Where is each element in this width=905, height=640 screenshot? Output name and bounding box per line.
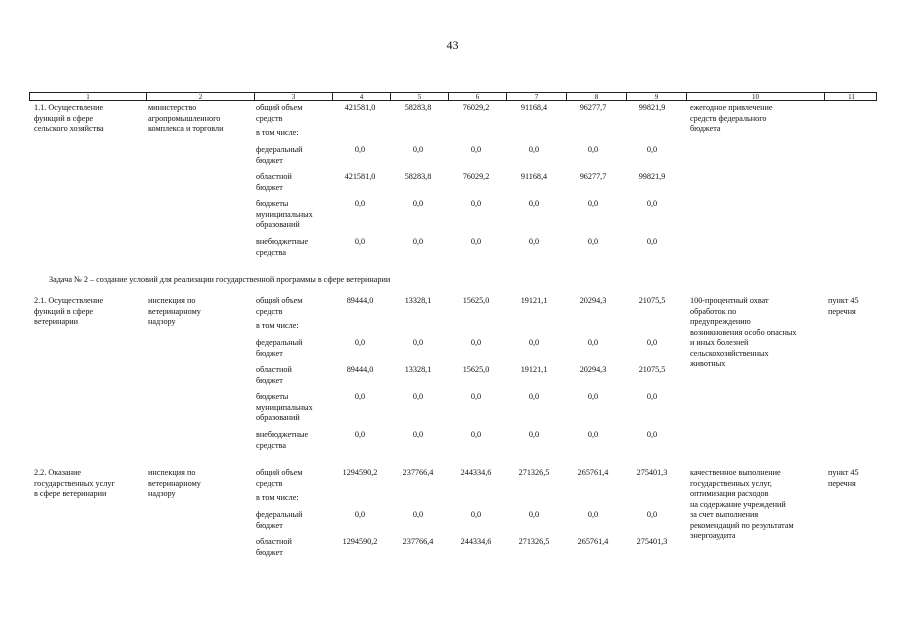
funding-source-line: общий объем [256, 103, 303, 112]
funding-source-line: общий объем [256, 296, 303, 305]
funding-value: 91168,4 [520, 172, 548, 181]
funding-value: 237766,4 [402, 468, 434, 477]
measure-name-line: сельского хозяйства [34, 124, 104, 133]
funding-value: 13328,1 [404, 296, 432, 305]
funding-source-line: бюджет [256, 547, 283, 557]
funding-value: 20294,3 [579, 365, 607, 374]
result-line: на содержание учреждений [690, 499, 786, 509]
result-line: рекомендаций по результатам [690, 520, 794, 530]
result-line: оптимизация расходов [690, 489, 769, 498]
funding-value: 19121,1 [520, 365, 548, 374]
funding-source-line: бюджеты [256, 199, 289, 208]
funding-value: 1294590,2 [342, 468, 378, 477]
header-col-10: 10 [686, 93, 824, 100]
funding-value: 0,0 [412, 237, 424, 246]
funding-source-line: средств [256, 306, 283, 316]
header-col-5: 5 [390, 93, 448, 100]
funding-value: 0,0 [412, 430, 424, 439]
executor-line: ветеринарному [148, 478, 201, 488]
funding-source-line: средств [256, 478, 283, 488]
result-line: за счет выполнения [690, 510, 759, 519]
funding-value: 0,0 [470, 510, 482, 519]
header-col-7: 7 [506, 93, 566, 100]
header-col-11: 11 [824, 93, 878, 100]
funding-value: 0,0 [646, 199, 658, 208]
funding-source-line: образований [256, 413, 300, 422]
funding-value: 0,0 [528, 338, 540, 347]
executor-line: инспекция по [148, 296, 196, 305]
funding-value: 0,0 [646, 145, 658, 154]
funding-source-line: образований [256, 220, 300, 229]
funding-source-line: в том числе: [256, 128, 299, 137]
result-line: энергоаудита [690, 531, 736, 540]
funding-value: 275401,3 [636, 537, 668, 546]
result-line: ежегодное привлечение [690, 103, 773, 112]
funding-value: 96277,7 [579, 103, 607, 112]
executor-line: надзору [148, 489, 176, 498]
funding-value: 0,0 [412, 199, 424, 208]
funding-value: 244334,6 [460, 537, 492, 546]
header-col-8: 8 [566, 93, 626, 100]
funding-value: 15625,0 [462, 365, 490, 374]
funding-value: 99821,9 [638, 103, 666, 112]
measure-name-line: ветеринарии [34, 317, 79, 326]
reference-line: перечня [828, 478, 856, 488]
table-header-row [29, 92, 877, 101]
funding-value: 0,0 [470, 338, 482, 347]
funding-value: 271326,5 [518, 468, 550, 477]
funding-source-line: в том числе: [256, 493, 299, 502]
measure-name-line: функций в сфере [34, 306, 94, 316]
funding-value: 0,0 [354, 145, 366, 154]
funding-value: 0,0 [412, 392, 424, 401]
funding-source-line: внебюджетные [256, 430, 309, 439]
funding-value: 0,0 [412, 510, 424, 519]
header-col-4: 4 [332, 93, 390, 100]
funding-source-line: федеральный [256, 510, 303, 519]
funding-source-line: бюджет [256, 348, 283, 358]
funding-value: 0,0 [354, 199, 366, 208]
funding-value: 0,0 [354, 237, 366, 246]
funding-value: 0,0 [528, 145, 540, 154]
header-col-2: 2 [146, 93, 254, 100]
funding-source-line: муниципальных [256, 402, 313, 412]
funding-source-line: областной [256, 172, 292, 181]
funding-value: 76029,2 [462, 103, 490, 112]
funding-source-line: муниципальных [256, 209, 313, 219]
funding-value: 89444,0 [346, 296, 374, 305]
funding-value: 19121,1 [520, 296, 548, 305]
funding-value: 0,0 [528, 430, 540, 439]
funding-value: 0,0 [587, 237, 599, 246]
funding-value: 0,0 [587, 338, 599, 347]
funding-source-line: областной [256, 537, 292, 546]
funding-value: 1294590,2 [342, 537, 378, 546]
funding-value: 21075,5 [638, 296, 666, 305]
measure-name-line: в сфере ветеринарии [34, 489, 107, 498]
funding-value: 15625,0 [462, 296, 490, 305]
header-col-3: 3 [254, 93, 332, 100]
funding-value: 244334,6 [460, 468, 492, 477]
funding-value: 58283,8 [404, 172, 432, 181]
funding-value: 265761,4 [577, 468, 609, 477]
funding-source-line: в том числе: [256, 321, 299, 330]
funding-value: 0,0 [528, 199, 540, 208]
executor-line: ветеринарному [148, 306, 201, 316]
reference-line: пункт 45 [828, 468, 859, 477]
funding-value: 0,0 [587, 199, 599, 208]
funding-value: 0,0 [587, 510, 599, 519]
funding-value: 91168,4 [520, 103, 548, 112]
funding-value: 58283,8 [404, 103, 432, 112]
funding-value: 0,0 [412, 145, 424, 154]
measure-name-line: 2.2. Оказание [34, 468, 81, 477]
funding-value: 89444,0 [346, 365, 374, 374]
funding-value: 0,0 [354, 510, 366, 519]
funding-value: 21075,5 [638, 365, 666, 374]
result-line: качественное выполнение [690, 468, 781, 477]
executor-line: министерство [148, 103, 197, 112]
funding-value: 76029,2 [462, 172, 490, 181]
header-col-1: 1 [86, 93, 90, 101]
funding-source-line: федеральный [256, 145, 303, 154]
funding-value: 0,0 [470, 199, 482, 208]
funding-value: 0,0 [354, 338, 366, 347]
measure-name-line: функций в сфере [34, 113, 94, 123]
funding-value: 0,0 [646, 237, 658, 246]
funding-value: 0,0 [470, 430, 482, 439]
funding-value: 0,0 [470, 392, 482, 401]
funding-source-line: бюджет [256, 520, 283, 530]
funding-source-line: средства [256, 440, 287, 450]
funding-value: 0,0 [470, 237, 482, 246]
funding-value: 0,0 [646, 392, 658, 401]
funding-source-line: внебюджетные [256, 237, 309, 246]
funding-value: 0,0 [528, 510, 540, 519]
header-col-9: 9 [626, 93, 686, 100]
measure-name-line: 1.1. Осуществление [34, 103, 104, 112]
funding-value: 0,0 [646, 338, 658, 347]
funding-source-line: областной [256, 365, 292, 374]
funding-source-line: бюджет [256, 375, 283, 385]
funding-value: 13328,1 [404, 365, 432, 374]
page-number: 43 [446, 38, 459, 52]
funding-source-line: бюджет [256, 155, 283, 165]
funding-value: 275401,3 [636, 468, 668, 477]
funding-value: 0,0 [412, 338, 424, 347]
measure-name-line: 2.1. Осуществление [34, 296, 104, 305]
result-line: и иных болезней [690, 338, 749, 347]
funding-source-line: средства [256, 247, 287, 257]
result-line: средств федерального [690, 113, 767, 123]
result-line: государственных услуг, [690, 478, 772, 488]
reference-line: пункт 45 [828, 296, 859, 305]
result-line: 100-процентный охват [690, 296, 769, 305]
funding-source-line: общий объем [256, 468, 303, 477]
funding-value: 0,0 [528, 237, 540, 246]
funding-source-line: средств [256, 113, 283, 123]
funding-value: 0,0 [646, 430, 658, 439]
funding-value: 0,0 [587, 145, 599, 154]
funding-value: 237766,4 [402, 537, 434, 546]
funding-source-line: федеральный [256, 338, 303, 347]
funding-source-line: бюджет [256, 182, 283, 192]
funding-value: 0,0 [354, 430, 366, 439]
funding-value: 99821,9 [638, 172, 666, 181]
funding-value: 265761,4 [577, 537, 609, 546]
result-line: бюджета [690, 124, 721, 133]
funding-value: 0,0 [354, 392, 366, 401]
result-line: животных [690, 359, 726, 368]
funding-value: 271326,5 [518, 537, 550, 546]
funding-value: 96277,7 [579, 172, 607, 181]
executor-line: агропромышленного [148, 113, 221, 123]
reference-line: перечня [828, 306, 856, 316]
funding-value: 0,0 [470, 145, 482, 154]
funding-value: 421581,0 [344, 103, 376, 112]
executor-line: инспекция по [148, 468, 196, 477]
task-2-heading: Задача № 2 – создание условий для реализации государственной программы в сфере ветеринарии [49, 275, 391, 284]
header-col-6: 6 [448, 93, 506, 100]
result-line: обработок по [690, 306, 737, 316]
result-line: предупреждению [690, 317, 751, 326]
funding-value: 0,0 [528, 392, 540, 401]
result-line: сельскохозяйственных [690, 348, 769, 358]
funding-source-line: бюджеты [256, 392, 289, 401]
funding-value: 0,0 [646, 510, 658, 519]
funding-value: 20294,3 [579, 296, 607, 305]
executor-line: надзору [148, 317, 176, 326]
funding-value: 0,0 [587, 392, 599, 401]
executor-line: комплекса и торговли [148, 124, 224, 133]
funding-value: 0,0 [587, 430, 599, 439]
result-line: возникновения особо опасных [690, 327, 797, 337]
measure-name-line: государственных услуг [34, 478, 115, 488]
funding-value: 421581,0 [344, 172, 376, 181]
